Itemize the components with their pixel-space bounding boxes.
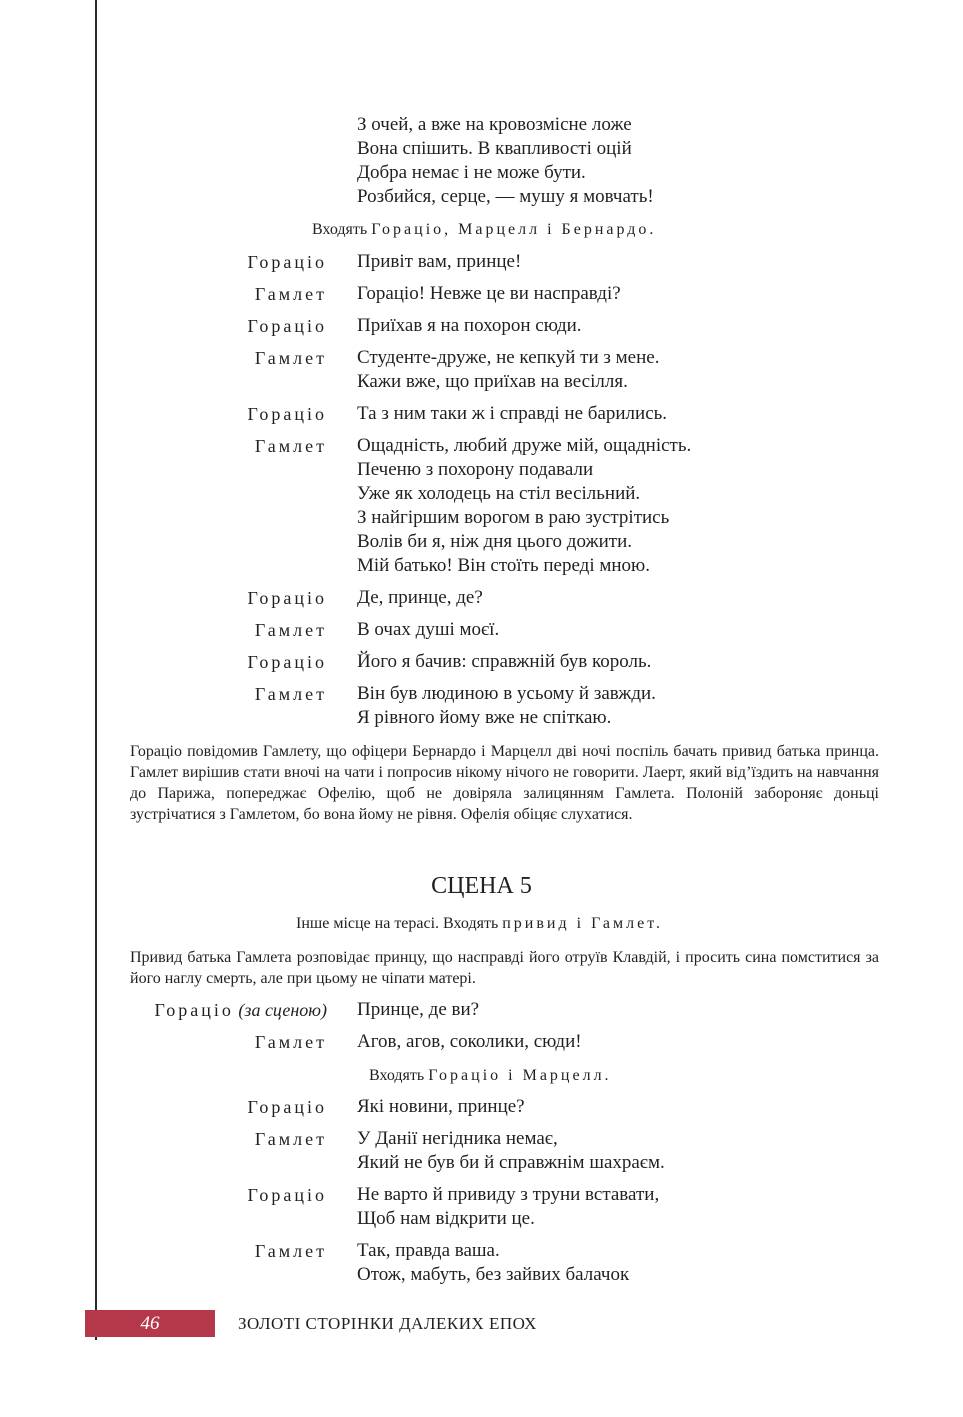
- stage-direction-names: привид і Гамлет.: [502, 915, 664, 932]
- speaker-name: Горацiо: [247, 1097, 327, 1117]
- summary-paragraph: Гораціо повідомив Гамлету, що офіцери Бернардо і Марцелл дві ночі поспіль бачать привид батька принца. Гамлет вирішив стати вночі на чати і попросив нікому нічого не говорити. Лаерт, який від’їздить на навчання до Парижа, попереджає Офелію, щоб не довіряла залицянням Гамлета. Полоній забороняє доньці зустрічатися з Гамлетом, бо вона йому не рівня. Офелія обіцяє слухатися.: [130, 743, 879, 823]
- speech-line: Агов, агов, соколики, сюди!: [357, 1031, 582, 1052]
- speech-line: З найгіршим ворогом в раю зустрітись: [357, 507, 670, 528]
- speaker-name: Горацiо: [247, 404, 327, 424]
- verse-line: З очей, а вже на кровозмісне ложе: [357, 114, 632, 135]
- speech-line: Де, принце, де?: [357, 587, 483, 608]
- speech-line: Ощадність, любий друже мій, ощадність.: [357, 435, 692, 456]
- speaker-name: Горацiо: [247, 588, 327, 608]
- speaker-name: Горацiо: [247, 316, 327, 336]
- stage-direction: [312, 219, 656, 241]
- stage-note: за сценою: [244, 1000, 321, 1020]
- stage-direction-text: Входять: [369, 1067, 429, 1084]
- speech-line: Щоб нам відкрити це.: [357, 1208, 535, 1229]
- speech-line: Студенте-друже, не кепкуй ти з мене.: [357, 347, 660, 368]
- verse-block: [357, 113, 654, 209]
- stage-direction: [296, 913, 663, 935]
- speech-lines: [357, 586, 483, 610]
- speech-lines: [357, 1183, 659, 1231]
- speech-line: Він був людиною в усьому й завжди.: [357, 683, 656, 704]
- verse-line: Вона спішить. В квапливості оцій: [357, 138, 632, 159]
- speaker-label: Горацiо: [154, 1000, 234, 1020]
- speech-lines: [357, 1239, 629, 1287]
- speech-lines: [357, 1127, 665, 1175]
- speech-line: Волів би я, ніж дня цього дожити.: [357, 531, 632, 552]
- speaker-name: Гамлет: [254, 620, 327, 640]
- stage-direction: [369, 1065, 612, 1087]
- note-close: ): [321, 1000, 327, 1020]
- summary-paragraph: Привид батька Гамлета розповідає принцу, що насправді його отруїв Клавдій, і просить сина помститися за його наглу смерть, але при цьому не чіпати матері.: [130, 949, 879, 987]
- speech-lines: [357, 682, 656, 730]
- speech-line: Принце, де ви?: [357, 999, 480, 1020]
- speech-line: В очах душі моєї.: [357, 619, 500, 640]
- speech-line: Та з ним таки ж і справді не барились.: [357, 403, 668, 424]
- speech-line: Гораціо! Невже це ви насправді?: [357, 283, 621, 304]
- speech-line: Мій батько! Він стоїть переді мною.: [357, 555, 650, 576]
- page-number: 46: [140, 1313, 160, 1334]
- speech-lines: [357, 434, 691, 578]
- speaker-name: Горацiо: [247, 252, 327, 272]
- speaker-name: Гамлет: [254, 348, 327, 368]
- speech-lines: [357, 1030, 582, 1054]
- stage-direction-names: Горацiо i Марцелл.: [428, 1067, 612, 1084]
- speech-line: Який не був би й справжнім шахраєм.: [357, 1152, 665, 1173]
- stage-direction-text: Інше місце на терасі. Входять: [296, 915, 503, 932]
- speech-lines: [357, 250, 521, 274]
- speech-lines: [357, 346, 659, 394]
- speech-lines: [357, 998, 479, 1022]
- speaker-name: Горацiо: [247, 1185, 327, 1205]
- speech-lines: [357, 650, 651, 674]
- speaker-name: Гамлет: [254, 1032, 327, 1052]
- stage-direction-text: Входять: [312, 221, 372, 238]
- page-number-badge: [85, 1310, 215, 1337]
- speech-line: Уже як холодець на стіл весільний.: [357, 483, 641, 504]
- scene-title: СЦЕНА 5: [431, 873, 532, 899]
- speech-line: Так, правда ваша.: [357, 1240, 500, 1261]
- verse-line: Розбийся, серце, — мушу я мовчать!: [357, 186, 654, 207]
- stage-direction-names: Горацiо, Марцелл i Бернардо.: [371, 221, 657, 238]
- speaker-name: Горацiо: [247, 652, 327, 672]
- speech-line: Не варто й привиду з труни вставати,: [357, 1184, 660, 1205]
- speech-lines: [357, 402, 667, 426]
- speech-line: У Данії негідника немає,: [357, 1128, 558, 1149]
- speech-line: Печеню з похорону подавали: [357, 459, 594, 480]
- speaker-name: Гамлет: [254, 1129, 327, 1149]
- speech-line: Я рівного йому вже не спіткаю.: [357, 707, 612, 728]
- verse-line: Добра немає і не може бути.: [357, 162, 586, 183]
- speaker-name: Гамлет: [254, 1241, 327, 1261]
- speech-line: Приїхав я на похорон сюди.: [357, 315, 582, 336]
- margin-rule: [95, 0, 97, 1340]
- speaker-name: Гамлет: [254, 436, 327, 456]
- speech-line: Отож, мабуть, без зайвих балачок: [357, 1264, 630, 1285]
- speaker-name: Гамлет: [254, 284, 327, 304]
- speech-line: Його я бачив: справжній був король.: [357, 651, 652, 672]
- speech-line: Які новини, принце?: [357, 1096, 525, 1117]
- speech-lines: [357, 1095, 525, 1119]
- speech-lines: [357, 314, 582, 338]
- speech-lines: [357, 618, 499, 642]
- speaker-name: Гамлет: [254, 684, 327, 704]
- speech-line: Привіт вам, принце!: [357, 251, 522, 272]
- running-footer-title: ЗОЛОТІ СТОРІНКИ ДАЛЕКИХ ЕПОХ: [238, 1314, 537, 1333]
- speech-lines: [357, 282, 621, 306]
- speaker-name: [154, 998, 327, 1022]
- speech-line: Кажи вже, що приїхав на весілля.: [357, 371, 628, 392]
- note-open: (: [233, 1000, 245, 1020]
